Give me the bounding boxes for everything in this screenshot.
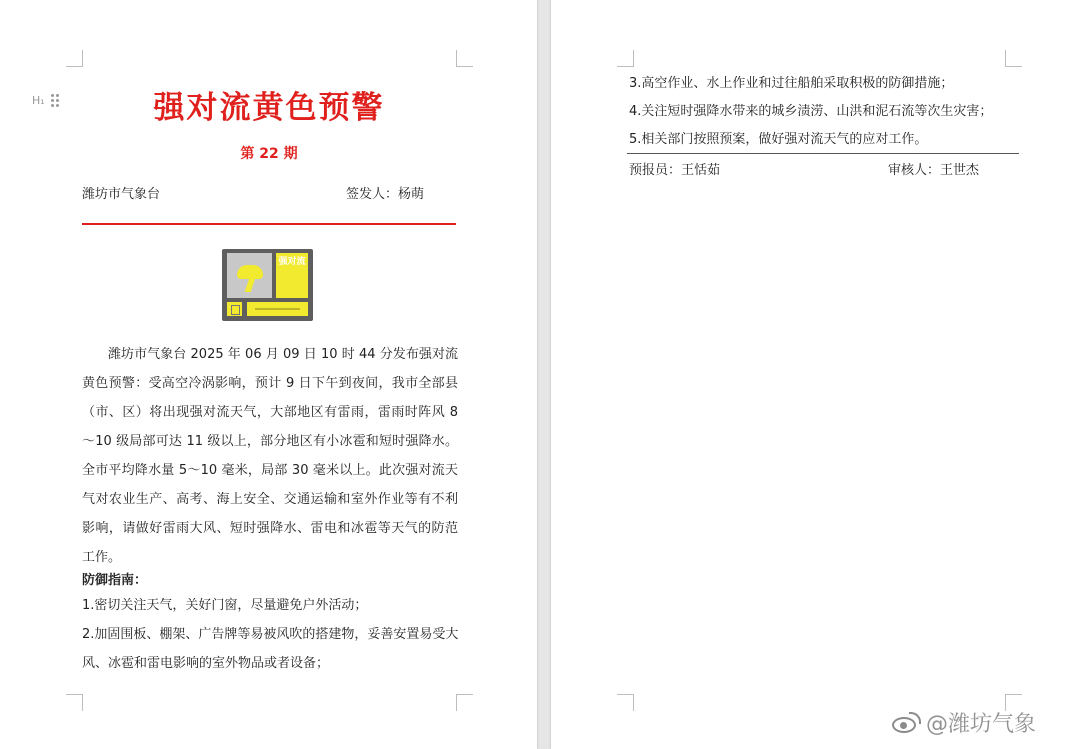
document-page-left xyxy=(0,0,537,749)
guide-title: 防御指南： xyxy=(82,573,148,588)
reviewer: 审核人：王世杰 xyxy=(888,163,980,178)
warning-signal-icon xyxy=(222,249,313,321)
crop-mark xyxy=(617,694,634,711)
guide-item: 1.密切关注天气，关好门窗，尽量避免户外活动； xyxy=(82,598,368,613)
crop-mark xyxy=(1005,50,1022,67)
warning-body: 潍坊市气象台 2025 年 06 月 09 日 10 时 44 分发布强对流黄色预警：受高空冷涡影响，预计 9 日下午到夜间，我市全部县（市、区）将出现强对流天气，大部地区有雷雨，雷雨时阵风 8～10 级局部可达 11 级以上，部分地区有小冰雹和短时强降水。全市平均降水量 5～10 毫米，局部 30 毫米以上。此次强对流天气对农业生产、高考、海上安全、交通运输和室外作业等有不利影响，请做好雷雨大风、短时强降水、雷电和冰雹等天气的防范工作。 xyxy=(82,347,458,565)
issue-number: 第 22 期 xyxy=(240,146,298,162)
guide-item: 2.加固围板、棚架、广告牌等易被风吹的搭建物，妥善安置易受大风、冰雹和雷电影响的室外物品或者设备； xyxy=(82,627,459,671)
guide-item: 4.关注短时强降水带来的城乡渍涝、山洪和泥石流等次生灾害； xyxy=(629,104,993,119)
signal-label: 强对流 xyxy=(276,253,308,298)
guide-item: 3.高空作业、水上作业和过往船舶采取积极的防御措施； xyxy=(629,76,954,91)
document-title: 强对流黄色预警 xyxy=(153,90,385,126)
forecaster: 预报员：王恬茹 xyxy=(629,163,721,178)
guide-item: 5.相关部门按照预案，做好强对流天气的应对工作。 xyxy=(629,132,928,147)
crop-mark xyxy=(66,694,83,711)
signer: 签发人：杨萌 xyxy=(346,187,425,202)
thunderstorm-icon xyxy=(227,253,272,298)
issuing-org: 潍坊市气象台 xyxy=(82,187,161,202)
crop-mark xyxy=(617,50,634,67)
heading-drag-handle[interactable] xyxy=(32,94,59,107)
weibo-watermark xyxy=(892,707,1036,738)
red-divider xyxy=(82,223,456,225)
crop-mark xyxy=(66,50,83,67)
signal-caption-bar xyxy=(247,302,308,316)
drag-handle-icon xyxy=(51,94,59,107)
crop-mark xyxy=(456,694,473,711)
heading-level-icon: H₁ xyxy=(32,94,45,107)
weibo-icon xyxy=(892,712,920,734)
watermark-text: @潍坊气象 xyxy=(926,712,1037,737)
crop-mark xyxy=(456,50,473,67)
footer-divider xyxy=(627,153,1019,154)
signal-badge xyxy=(227,302,242,316)
